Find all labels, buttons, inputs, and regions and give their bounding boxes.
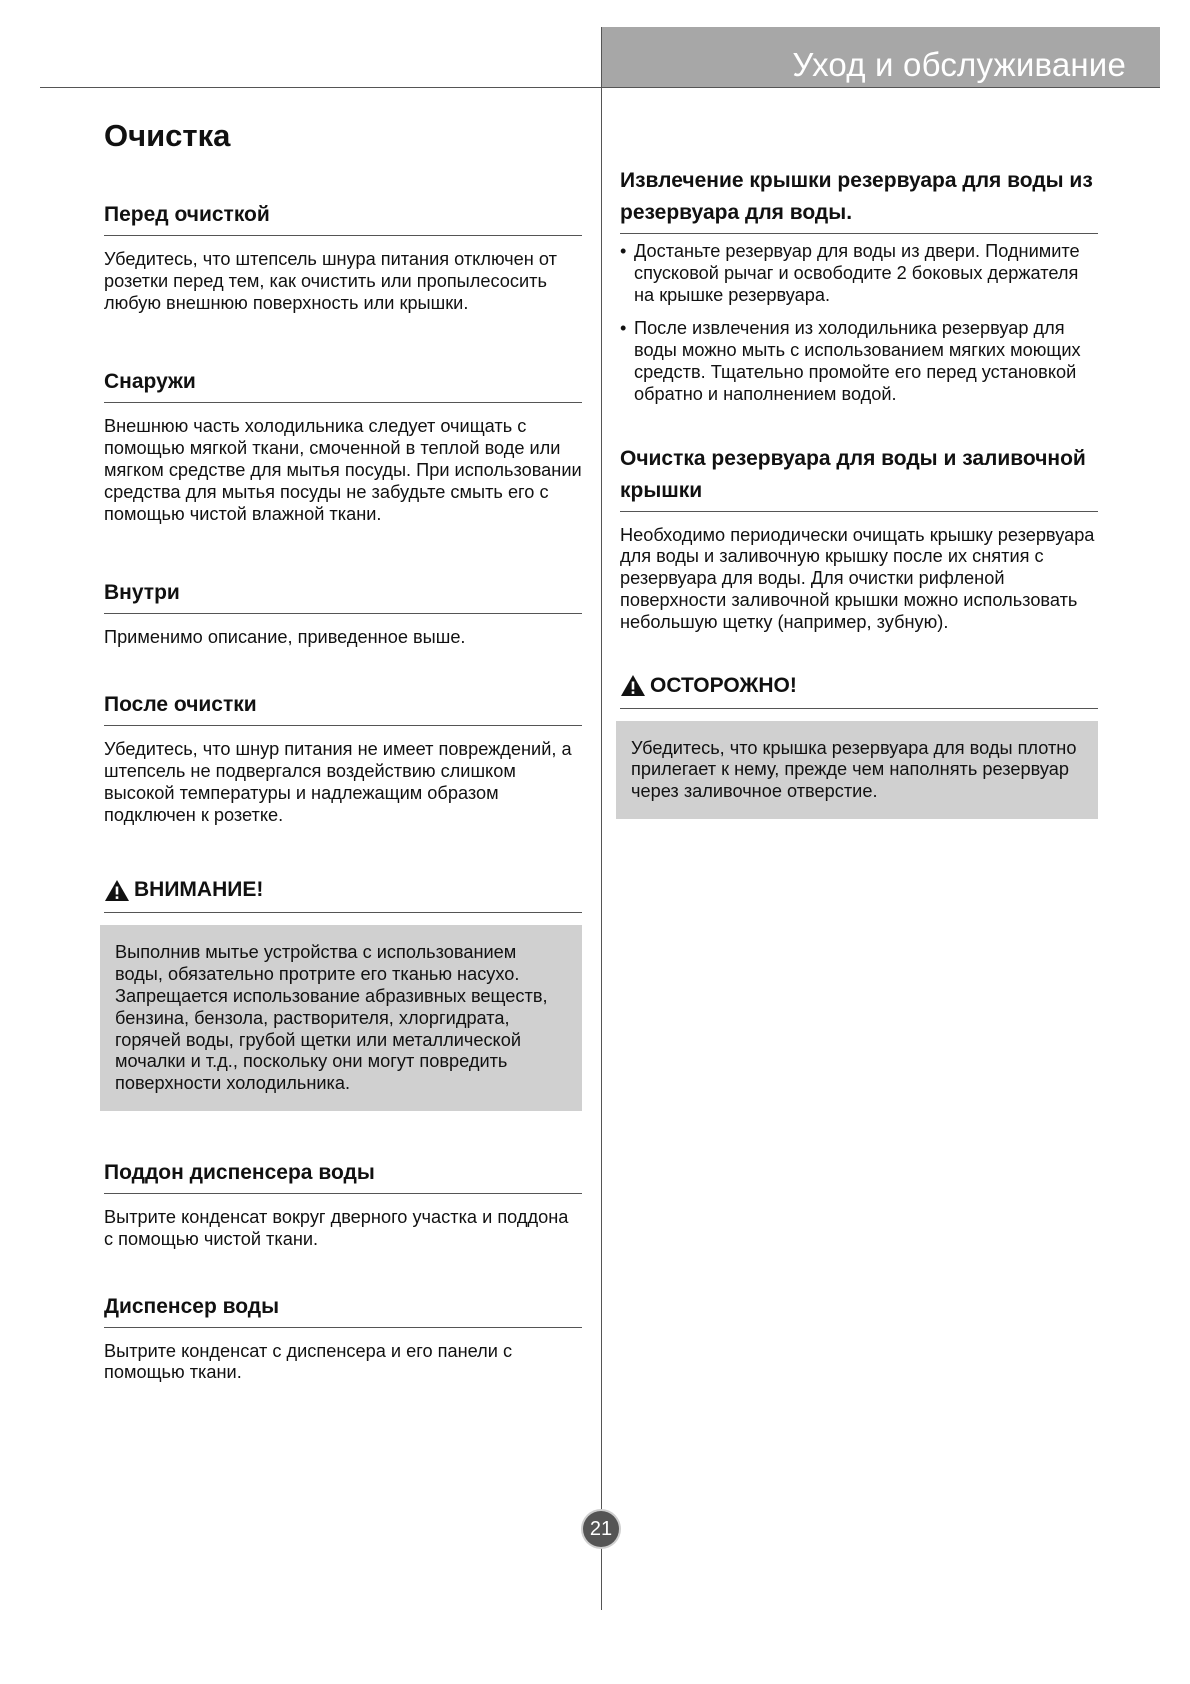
bullet-list bbox=[620, 241, 1098, 406]
section-heading: Очистка резервуара для воды и заливочной крышки bbox=[620, 443, 1098, 512]
warning-box: Выполнив мытье устройства с использованием воды, обязательно протрите его тканью насухо. Запрещается использование абразивных веществ, бензина, бензола, растворителя, хлоргидрата, горячей воды, грубой щетки или металлической мочалки и т.д., поскольку они могут повредить поверхности холодильника. bbox=[100, 925, 582, 1111]
section-text: Применимо описание, приведенное выше. bbox=[104, 627, 466, 648]
section-outside bbox=[104, 366, 582, 525]
column-divider bbox=[601, 27, 602, 1610]
section-heading: Снаружи bbox=[104, 366, 582, 403]
bullet-icon: • bbox=[620, 241, 627, 261]
section-heading: После очистки bbox=[104, 689, 582, 726]
section-water-tray bbox=[104, 1157, 582, 1251]
right-column bbox=[620, 165, 1098, 819]
header-rule bbox=[40, 87, 1160, 88]
page-number: 21 bbox=[583, 1511, 619, 1547]
bullet-icon: • bbox=[620, 318, 627, 339]
section-heading: Поддон диспенсера воды bbox=[104, 1157, 582, 1194]
section-clean-reservoir bbox=[620, 443, 1098, 634]
section-remove-lid bbox=[620, 165, 1098, 406]
caution-block bbox=[620, 670, 1098, 819]
section-before-cleaning bbox=[104, 199, 582, 314]
warning-triangle-icon bbox=[104, 879, 130, 902]
list-item: • После извлечения из холодильника резервуар для воды можно мыть с использованием мягких моющих средств. Тщательно промойте его перед установкой обратно и наполнением водой. bbox=[620, 318, 1081, 404]
section-inside bbox=[104, 577, 582, 649]
section-after-cleaning bbox=[104, 689, 582, 826]
page-title: Очистка bbox=[104, 118, 231, 153]
section-text: Необходимо периодически очищать крышку резервуара для воды и заливочную крышку после их снятия с резервуара для воды. Для очистки рифленой поверхности заливочной крышки можно использовать небольшую щетку (например, зубную). bbox=[620, 524, 1095, 632]
warning-triangle-icon bbox=[620, 674, 646, 697]
caution-box: Убедитесь, что крышка резервуара для воды плотно прилегает к нему, прежде чем наполнять резервуар через заливочное отверстие. bbox=[616, 721, 1098, 819]
section-heading: Внутри bbox=[104, 577, 582, 614]
warning-heading bbox=[104, 874, 582, 913]
warning-block bbox=[104, 874, 582, 1111]
section-text: Вытрите конденсат вокруг дверного участка и поддона с помощью чистой ткани. bbox=[104, 1206, 569, 1249]
section-text: Вытрите конденсат с диспенсера и его панели с помощью ткани. bbox=[104, 1340, 513, 1383]
left-column bbox=[104, 110, 582, 1384]
caution-heading bbox=[620, 670, 1098, 709]
list-item: • Достаньте резервуар для воды из двери. Поднимите спусковой рычаг и освободите 2 боковых держателя на крышке резервуара. bbox=[620, 241, 1080, 305]
section-text: Убедитесь, что шнур питания не имеет повреждений, а штепсель не подвергался воздействию слишком высокой температуры и надлежащим образом подключен к розетке. bbox=[104, 739, 572, 825]
section-heading: Перед очисткой bbox=[104, 199, 582, 236]
section-text: Убедитесь, что штепсель шнура питания отключен от розетки перед тем, как очистить или пропылесосить любую внешнюю поверхность или крышки. bbox=[104, 249, 557, 313]
section-heading: Диспенсер воды bbox=[104, 1291, 582, 1328]
section-heading: Извлечение крышки резервуара для воды из резервуара для воды. bbox=[620, 165, 1098, 234]
warning-label: ВНИМАНИЕ! bbox=[134, 878, 264, 902]
section-title: Уход и обслуживание bbox=[792, 46, 1126, 83]
section-water-dispenser bbox=[104, 1291, 582, 1385]
section-text: Внешнюю часть холодильника следует очищать с помощью мягкой ткани, смоченной в теплой воде или мягком средстве для мытья посуды. При использовании средства для мытья посуды не забудьте смыть его с помощью чистой влажной ткани. bbox=[104, 416, 582, 524]
caution-label: ОСТОРОЖНО! bbox=[650, 673, 797, 697]
